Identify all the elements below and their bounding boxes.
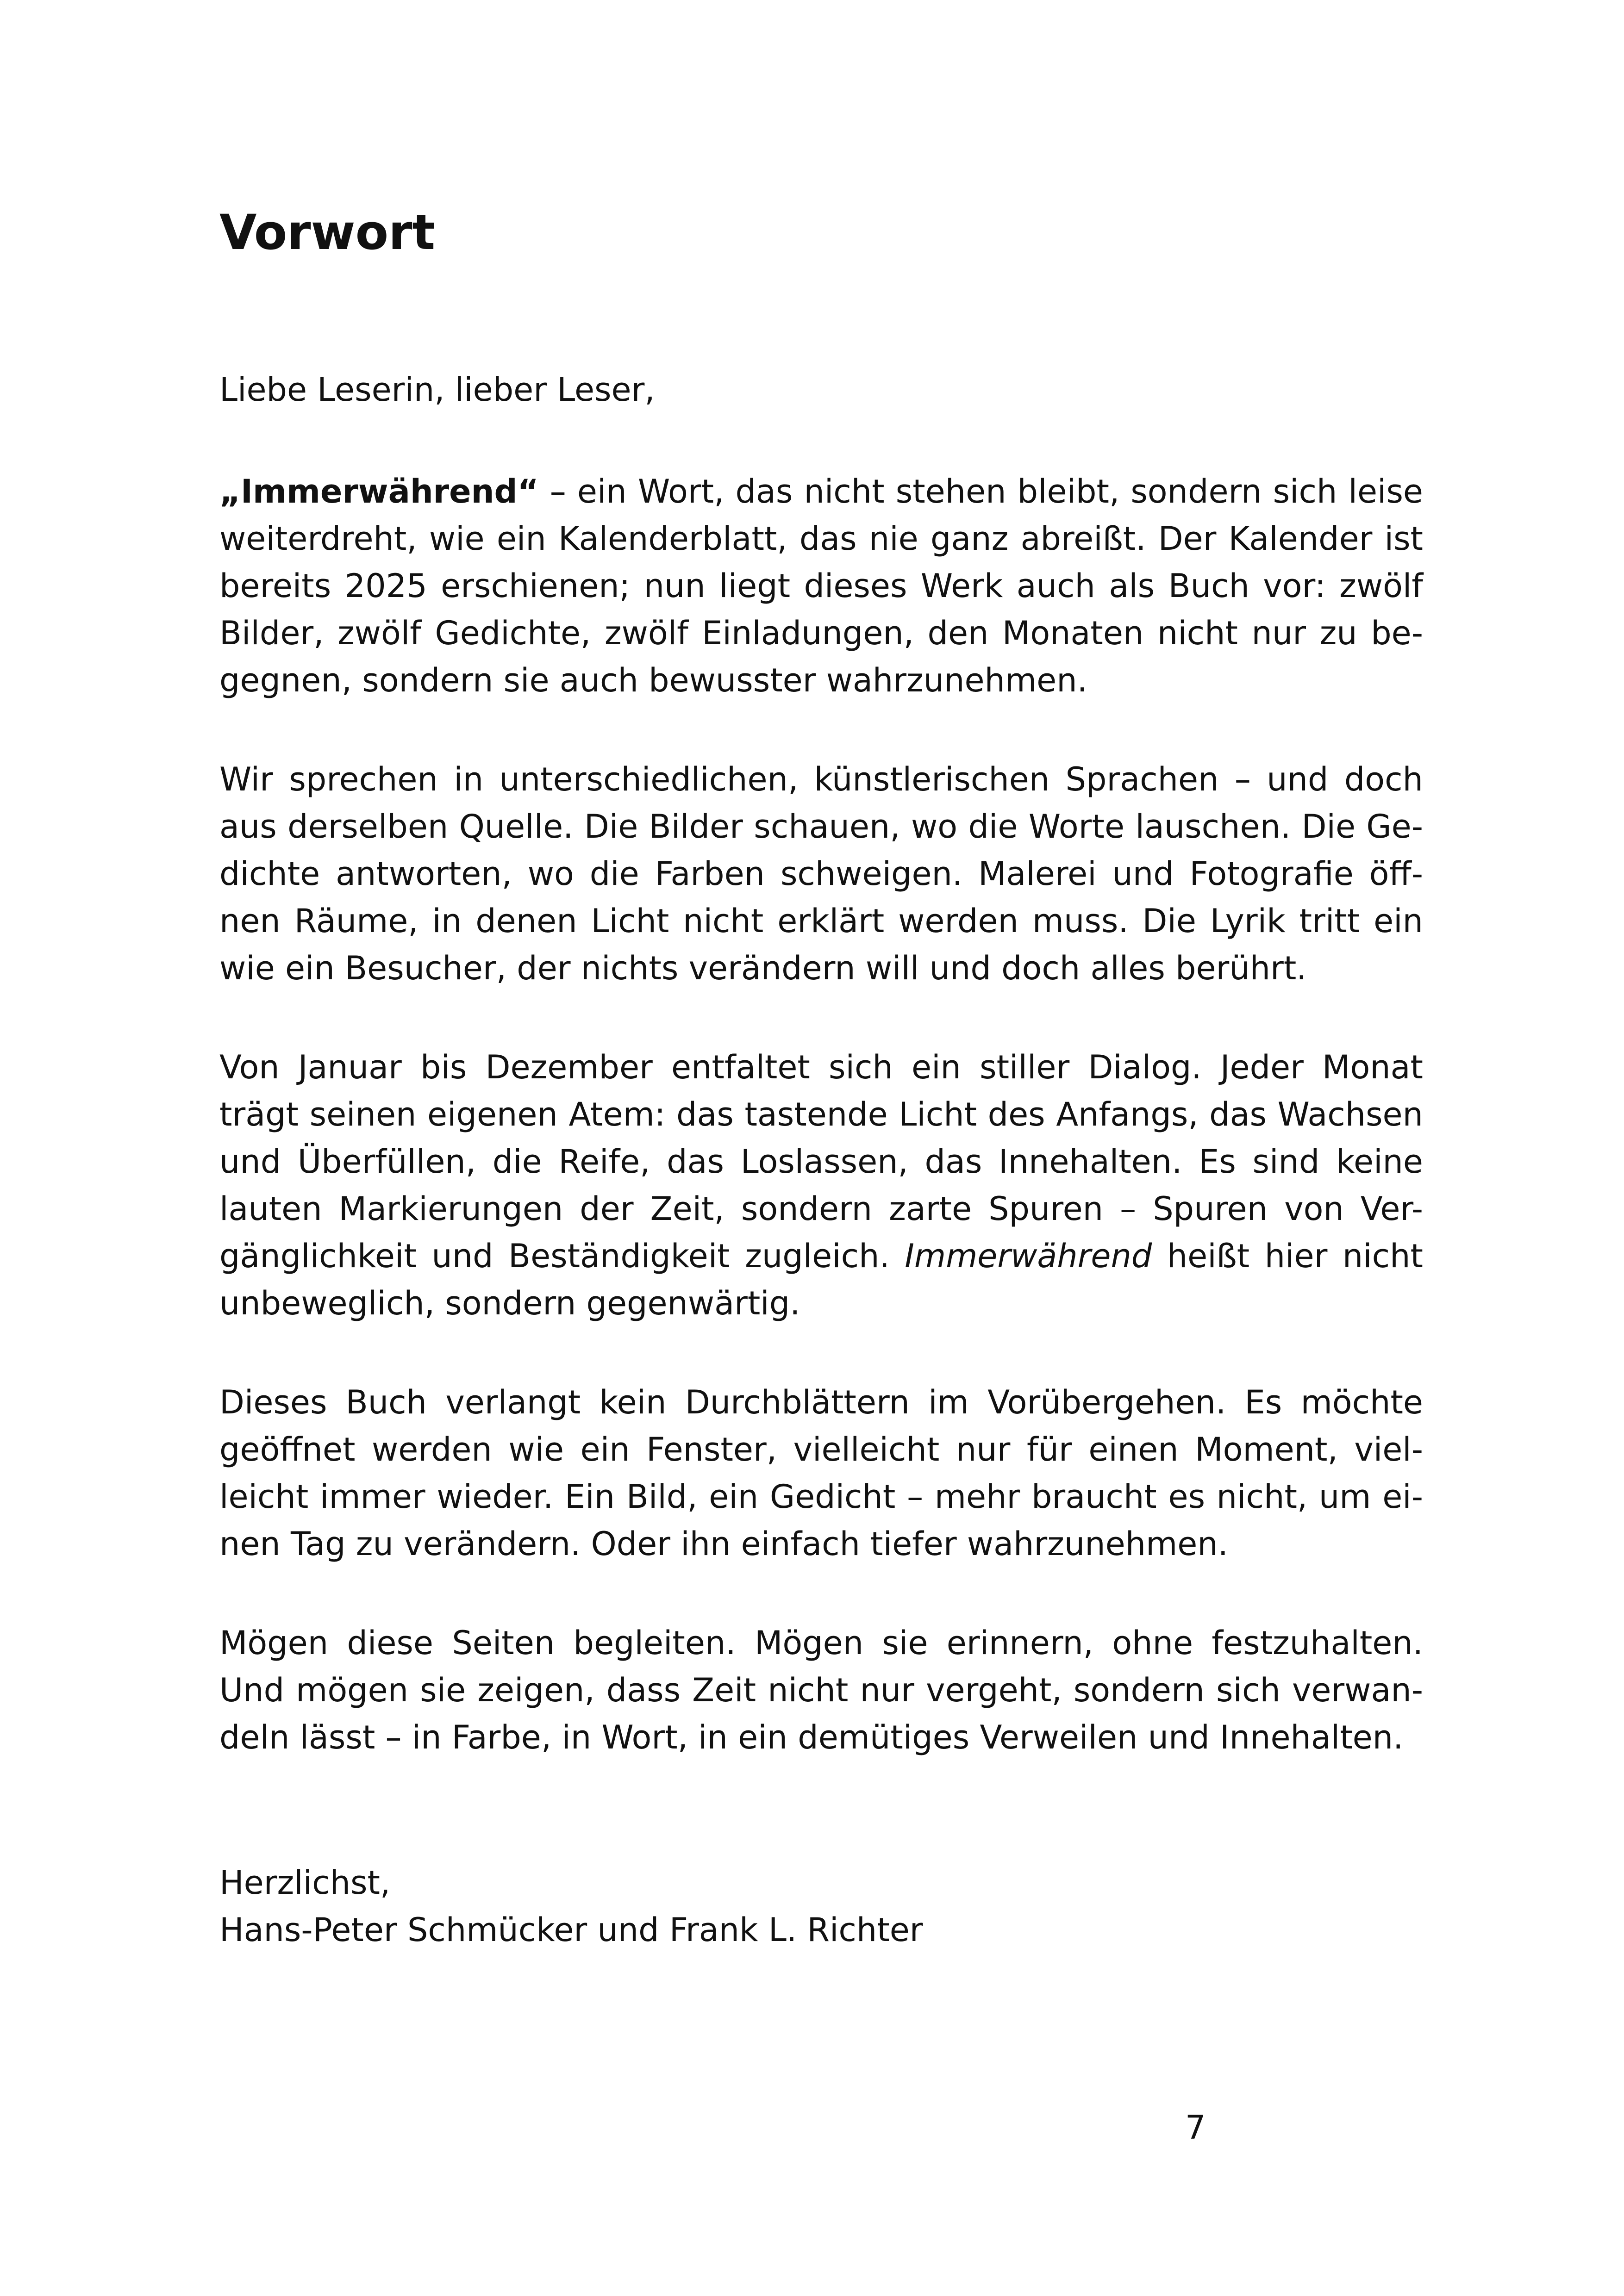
- paragraph-line: Bilder, zwölf Gedichte, zwölf Einladungen, den Monaten nicht nur zu be-: [219, 614, 1423, 652]
- paragraph-line: unbeweglich, sondern gegenwärtig.: [219, 1284, 800, 1322]
- paragraph-line: Von Januar bis Dezember entfaltet sich ein stiller Dialog. Jeder Monat: [219, 1048, 1423, 1086]
- paragraph-line: Mögen diese Seiten begleiten. Mögen sie erinnern, ohne festzuhalten.: [219, 1624, 1423, 1662]
- paragraph-line: Wir sprechen in unterschiedlichen, künstlerischen Sprachen – und doch: [219, 760, 1423, 798]
- paragraph-line: leicht immer wieder. Ein Bild, ein Gedicht – mehr braucht es nicht, um ei-: [219, 1478, 1423, 1516]
- paragraph-line: bereits 2025 erschienen; nun liegt dieses Werk auch als Buch vor: zwölf: [219, 567, 1423, 605]
- paragraph-line: nen Räume, in denen Licht nicht erklärt werden muss. Die Lyrik tritt ein: [219, 902, 1423, 940]
- paragraph-line: trägt seinen eigenen Atem: das tastende Licht des Anfangs, das Wachsen: [219, 1095, 1423, 1133]
- paragraph-line: Dieses Buch verlangt kein Durchblättern im Vorübergehen. Es möchte: [219, 1383, 1423, 1421]
- paragraph-line: wie ein Besucher, der nichts verändern will und doch alles berührt.: [219, 949, 1307, 987]
- emphasized-title-word: „Immerwährend“: [219, 473, 539, 510]
- paragraph-line: gänglichkeit und Beständigkeit zugleich. Immerwährend heißt hier nicht: [219, 1237, 1423, 1275]
- paragraph-line: aus derselben Quelle. Die Bilder schauen, wo die Worte lauschen. Die Ge-: [219, 808, 1423, 846]
- paragraph-line: dichte antworten, wo die Farben schweigen. Malerei und Fotografie öff-: [219, 855, 1423, 893]
- author-names: Hans-Peter Schmücker und Frank L. Richter: [219, 1911, 923, 1949]
- page-title: Vorwort: [219, 204, 436, 261]
- page-number: 7: [1185, 2109, 1206, 2147]
- emphasized-italic-word: Immerwährend: [905, 1237, 1152, 1275]
- paragraph-line: deln lässt – in Farbe, in Wort, in ein demütiges Verweilen und Innehalten.: [219, 1718, 1404, 1756]
- paragraph-line: geöffnet werden wie ein Fenster, vielleicht nur für einen Moment, viel-: [219, 1431, 1423, 1468]
- paragraph-line: „Immerwährend“ – ein Wort, das nicht stehen bleibt, sondern sich leise: [219, 473, 1423, 510]
- paragraph-line: und Überfüllen, die Reife, das Loslassen, das Innehalten. Es sind keine: [219, 1143, 1423, 1181]
- paragraph-line: Und mögen sie zeigen, dass Zeit nicht nur vergeht, sondern sich verwan-: [219, 1671, 1423, 1709]
- paragraph-line: weiterdreht, wie ein Kalenderblatt, das nie ganz abreißt. Der Kalender ist: [219, 520, 1423, 558]
- paragraph-line: gegnen, sondern sie auch bewusster wahrzunehmen.: [219, 661, 1087, 699]
- salutation: Liebe Leserin, lieber Leser,: [219, 371, 655, 409]
- paragraph-line: nen Tag zu verändern. Oder ihn einfach tiefer wahrzunehmen.: [219, 1525, 1228, 1563]
- document-page: [219, 0, 1423, 2296]
- paragraph-line: lauten Markierungen der Zeit, sondern zarte Spuren – Spuren von Ver-: [219, 1190, 1423, 1228]
- closing-greeting: Herzlichst,: [219, 1864, 391, 1902]
